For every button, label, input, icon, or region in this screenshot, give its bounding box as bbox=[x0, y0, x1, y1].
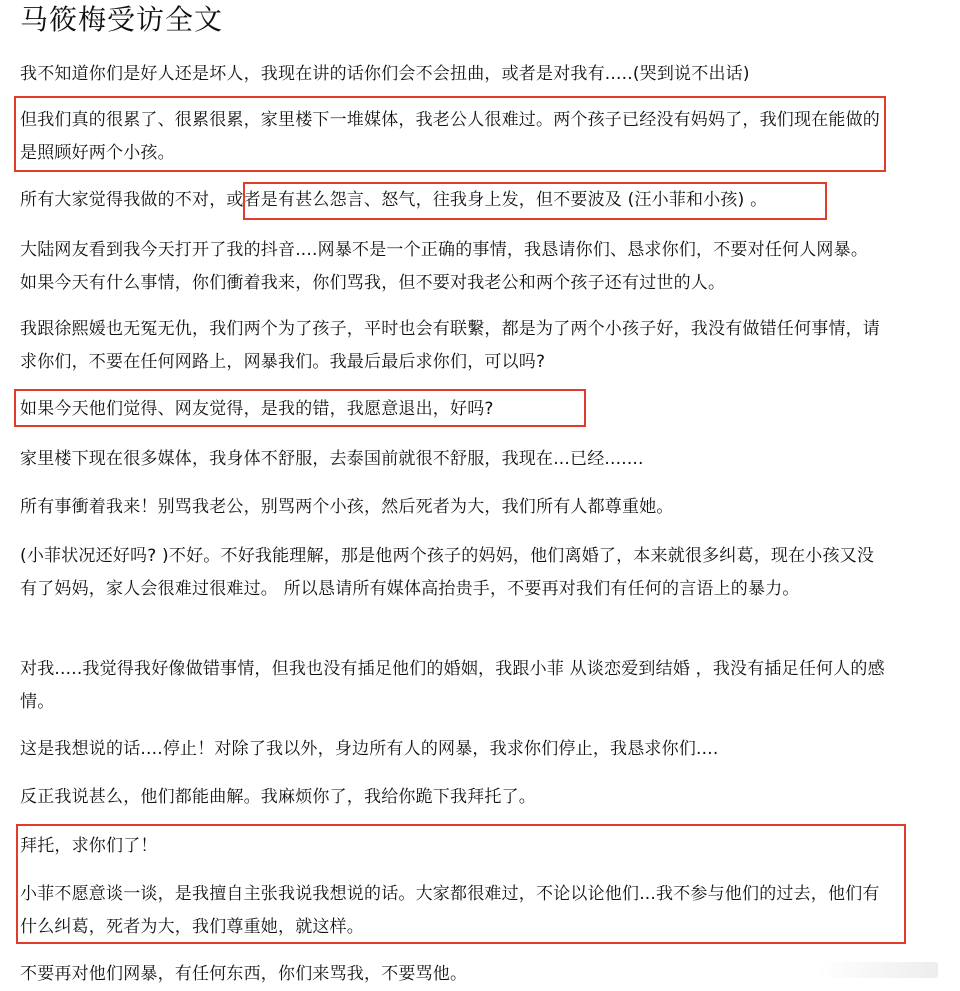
paragraph-15: 不要再对他们网暴，有任何东西，你们来骂我，不要骂他。 bbox=[20, 964, 468, 984]
paragraph-3: 所有大家觉得我做的不对，或者是有甚么怨言、怒气，往我身上发，但不要波及 (汪小菲和小孩) 。 bbox=[20, 190, 768, 210]
paragraph-8: 所有事衝着我来！别骂我老公，别骂两个小孩，然后死者为大，我们所有人都尊重她。 bbox=[20, 497, 674, 517]
paragraph-10: 对我.....我觉得我好像做错事情，但我也没有插足他们的婚姻，我跟小菲 从谈恋爱到结婚 ，我没有插足任何人的感情。 bbox=[20, 659, 885, 712]
paragraph-6: 如果今天他们觉得、网友觉得，是我的错，我愿意退出，好吗? bbox=[20, 399, 494, 419]
paragraph-7: 家里楼下现在很多媒体，我身体不舒服，去泰国前就很不舒服，我现在...已经....... bbox=[20, 449, 644, 469]
page-title: 马筱梅受访全文 bbox=[20, 3, 224, 36]
paragraph-12: 反正我说甚么，他们都能曲解。我麻烦你了，我给你跪下我拜托了。 bbox=[20, 787, 536, 807]
paragraph-9: (小菲状况还好吗? )不好。不好我能理解，那是他两个孩子的妈妈，他们离婚了，本来就很多纠葛，现在小孩又没有了妈妈，家人会很难过很难过。 所以恳请所有媒体高抬贵手，不要再对我们有任何的言语上的暴力。 bbox=[20, 546, 875, 599]
paragraph-5: 我跟徐熙媛也无冤无仇，我们两个为了孩子，平时也会有联繫，都是为了两个小孩子好，我没有做错任何事情，请求你们，不要在任何网路上，网暴我们。我最后最后求你们，可以吗? bbox=[20, 319, 880, 372]
paragraph-11: 这是我想说的话....停止！对除了我以外，身边所有人的网暴，我求你们停止，我恳求你们.... bbox=[20, 739, 719, 759]
watermark-fade bbox=[818, 962, 938, 978]
paragraph-2: 但我们真的很累了、很累很累，家里楼下一堆媒体，我老公人很难过。两个孩子已经没有妈妈了，我们现在能做的是照顾好两个小孩。 bbox=[20, 110, 880, 163]
paragraph-13: 拜托，求你们了！ bbox=[20, 836, 158, 856]
paragraph-14: 小菲不愿意谈一谈，是我擅自主张我说我想说的话。大家都很难过，不论以论他们...我不参与他们的过去，他们有什么纠葛，死者为大，我们尊重她，就这样。 bbox=[20, 884, 880, 937]
paragraph-1: 我不知道你们是好人还是坏人，我现在讲的话你们会不会扭曲，或者是对我有.....(哭到说不出话) bbox=[20, 64, 750, 84]
paragraph-4: 大陆网友看到我今天打开了我的抖音....网暴不是一个正确的事情，我恳请你们、恳求你们，不要对任何人网暴。如果今天有什么事情，你们衝着我来，你们骂我，但不要对我老公和两个孩子还有过世的人。 bbox=[20, 240, 869, 293]
